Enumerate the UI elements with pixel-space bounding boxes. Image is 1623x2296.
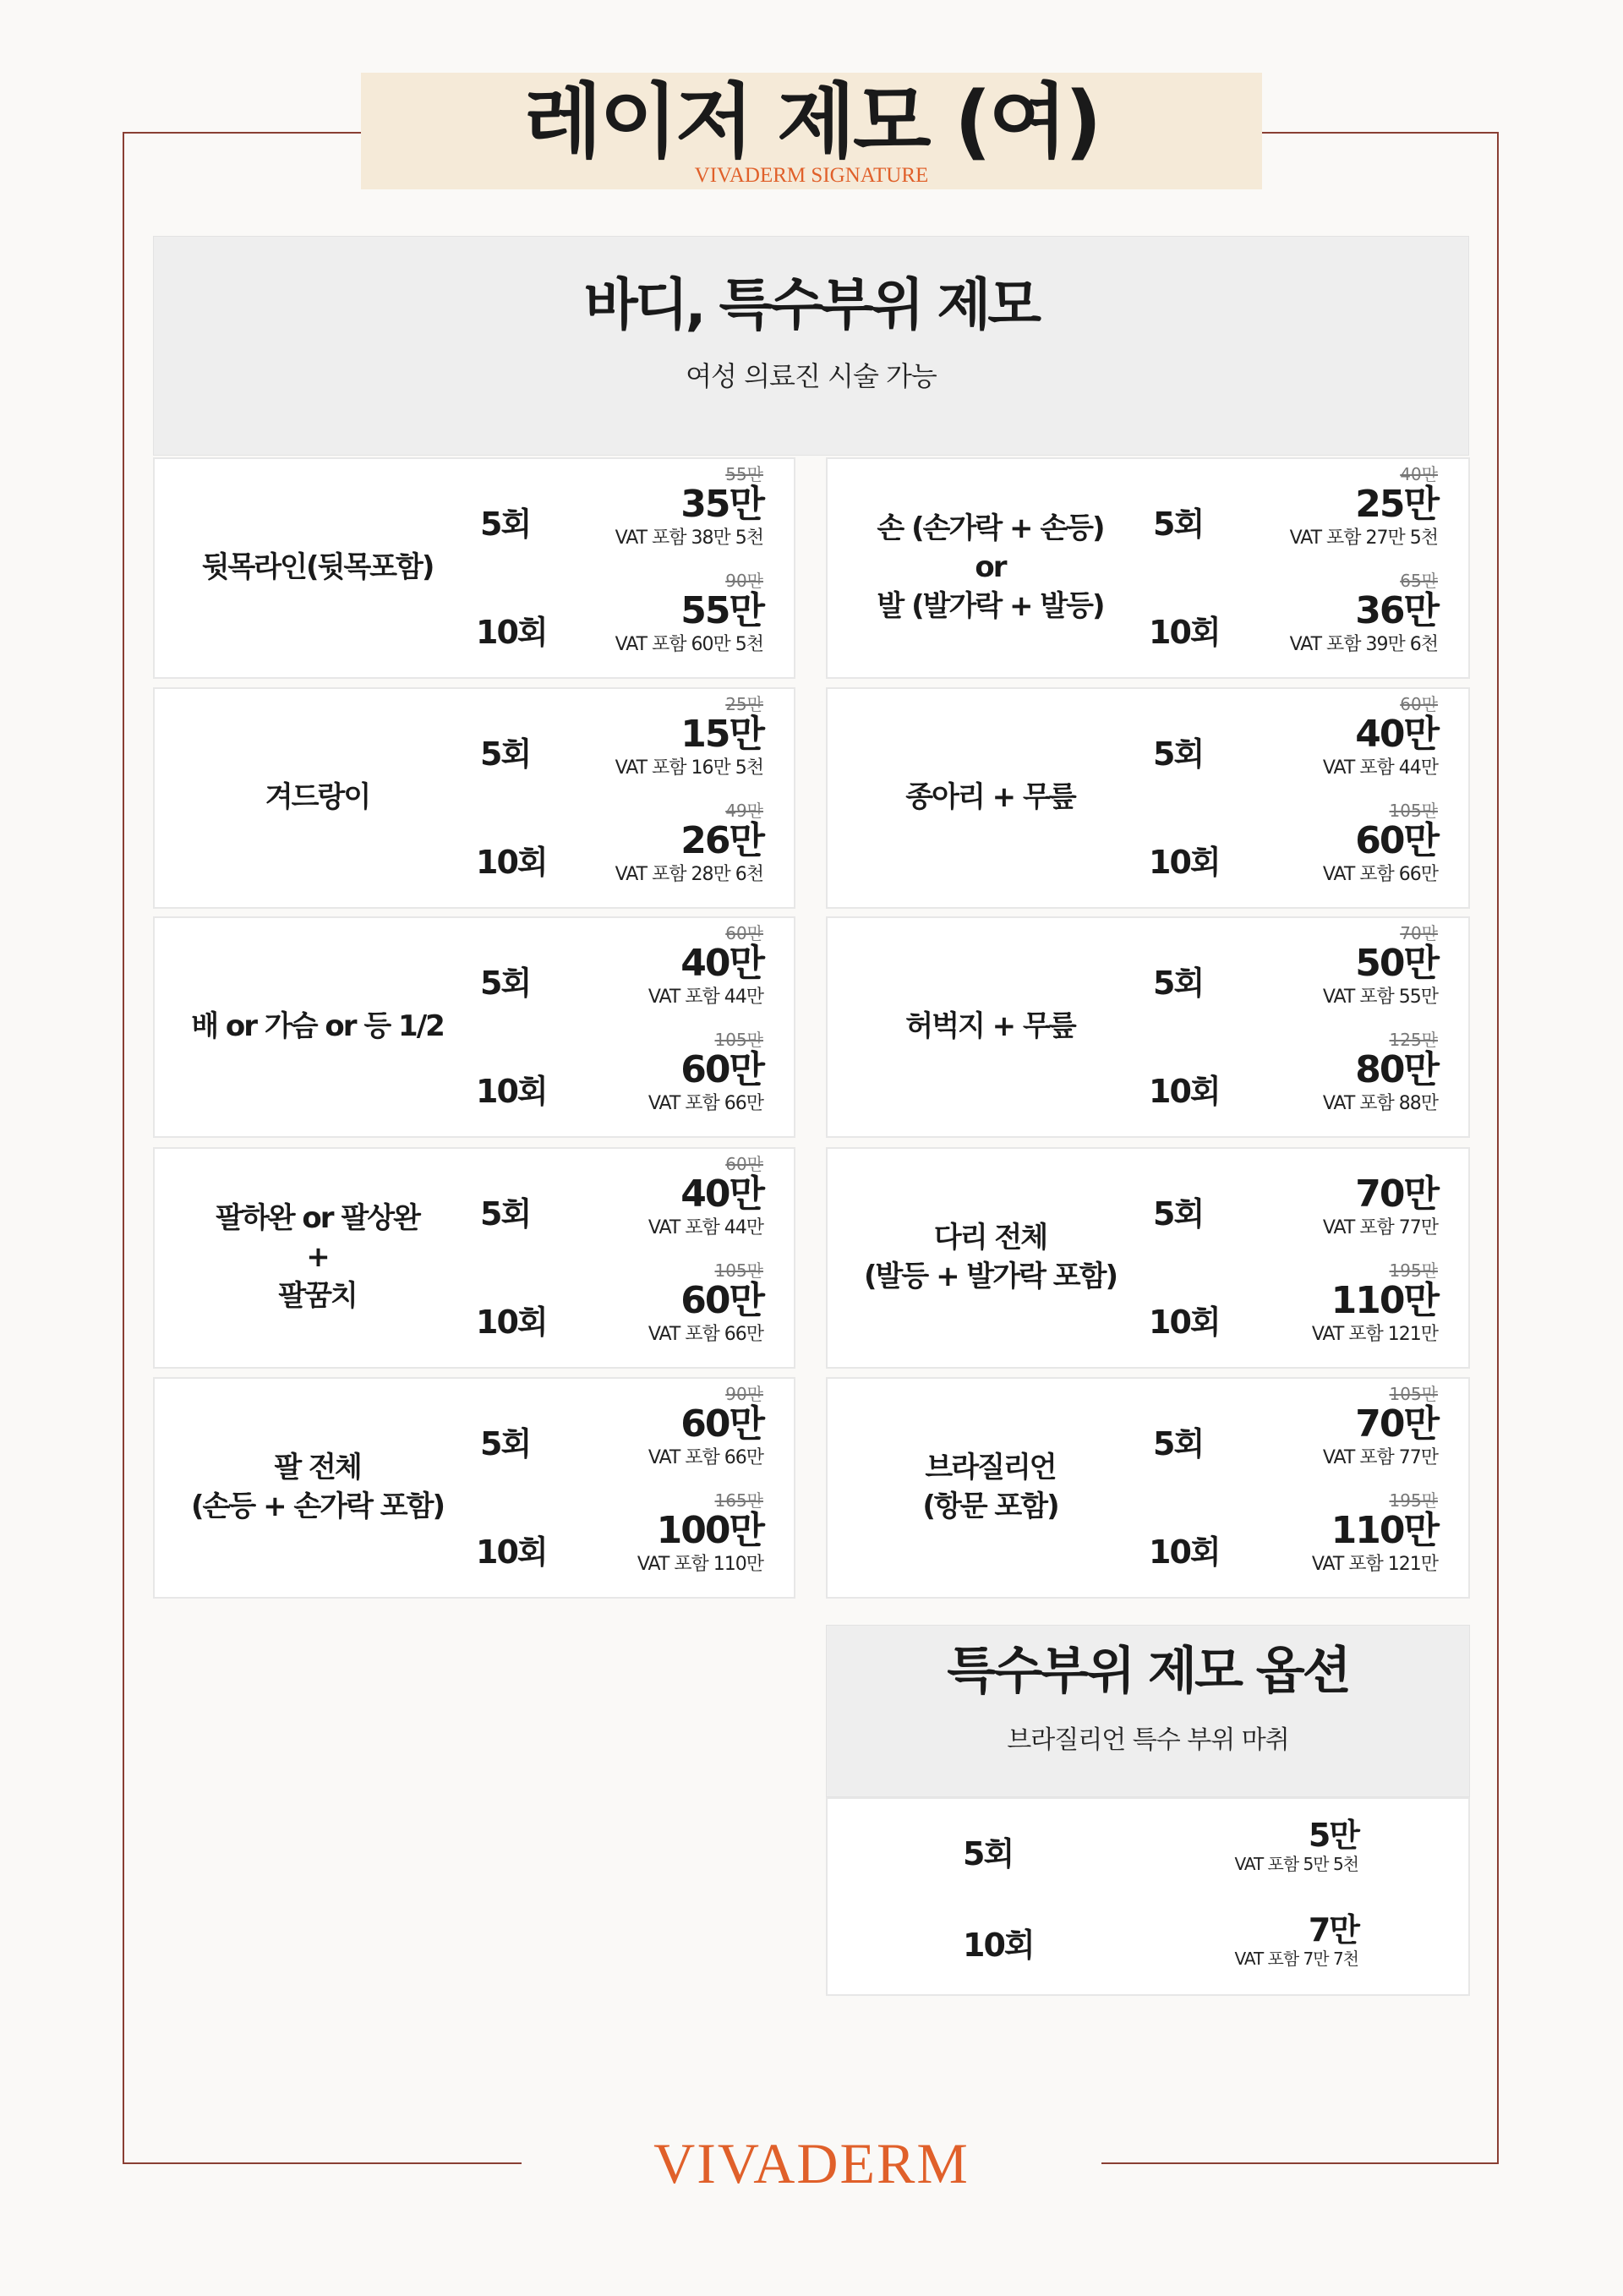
- original-price: 125만: [1389, 1030, 1438, 1050]
- original-price: 55만: [725, 464, 763, 484]
- session-count: 10회: [1149, 1533, 1220, 1571]
- price-row: [828, 1257, 1468, 1365]
- price-card: [153, 457, 795, 679]
- price-group: [544, 1030, 763, 1118]
- page-subtitle: VIVADERM SIGNATURE: [694, 164, 929, 187]
- sale-price: 15만: [680, 713, 763, 756]
- option-price: 7만: [1308, 1911, 1358, 1949]
- price-group: [1218, 923, 1438, 1011]
- price-row: [828, 461, 1468, 569]
- price-group: [1218, 464, 1438, 552]
- price-group: [1218, 1384, 1438, 1472]
- original-price: 105만: [1389, 801, 1438, 821]
- option-vat: VAT 포함 7만 7천: [1234, 1949, 1358, 1969]
- sale-price: 70만: [1355, 1173, 1438, 1216]
- price-group: [544, 801, 763, 888]
- session-count: 10회: [1149, 844, 1220, 881]
- session-count: 10회: [476, 614, 547, 651]
- sale-price: 25만: [1355, 483, 1438, 526]
- price-group: [544, 1260, 763, 1348]
- session-count: 5회: [1153, 1425, 1204, 1462]
- original-price: 70만: [1400, 923, 1438, 943]
- treatment-area-name: 팔하완 or 팔상완 + 팔꿈치: [216, 1201, 419, 1313]
- price-card: [826, 916, 1470, 1138]
- vat-price: VAT 포함 44만: [648, 1217, 763, 1238]
- frame-bottom-left: [123, 2162, 522, 2164]
- session-count: 10회: [1149, 614, 1220, 651]
- session-count: 5회: [480, 965, 531, 1002]
- sale-price: 50만: [1355, 942, 1438, 985]
- price-group: [1218, 1490, 1438, 1578]
- price-group: [544, 1490, 763, 1578]
- section-header-option: [826, 1625, 1470, 1797]
- price-group: [1218, 571, 1438, 659]
- vat-price: VAT 포함 66만: [648, 1447, 763, 1468]
- sale-price: 100만: [656, 1509, 763, 1552]
- vat-price: VAT 포함 88만: [1322, 1093, 1438, 1114]
- price-row: [828, 567, 1468, 675]
- page-title-box: [361, 73, 1262, 189]
- price-card: [826, 457, 1470, 679]
- price-group: [1218, 694, 1438, 782]
- original-price: 40만: [1400, 464, 1438, 484]
- original-price: 65만: [1400, 571, 1438, 591]
- vat-price: VAT 포함 55만: [1322, 987, 1438, 1008]
- treatment-area-name: 뒷목라인(뒷목포함): [201, 550, 434, 585]
- vat-price: VAT 포함 27만 5천: [1289, 528, 1438, 549]
- frame-left: [123, 132, 124, 2164]
- price-row: [828, 691, 1468, 799]
- price-group: [1218, 1260, 1438, 1348]
- price-group: [1218, 801, 1438, 888]
- sale-price: 35만: [680, 483, 763, 526]
- session-count: 5회: [480, 1425, 531, 1462]
- sale-price: 60만: [680, 1279, 763, 1322]
- price-card: [153, 1377, 795, 1599]
- option-price-box: [826, 1797, 1470, 1996]
- treatment-area-name: 허벅지 + 무릎: [905, 1009, 1075, 1044]
- session-count: 10회: [476, 1533, 547, 1571]
- frame-top-left: [123, 132, 362, 134]
- price-row: [155, 1487, 794, 1595]
- price-row: [828, 1380, 1468, 1489]
- footer-brand-logo: VIVADERM: [653, 2131, 970, 2195]
- sale-price: 110만: [1331, 1509, 1438, 1552]
- page-title: 레이저 제모 (여): [523, 74, 1100, 169]
- session-count: 5회: [1153, 965, 1204, 1002]
- frame-bottom-right: [1101, 2162, 1499, 2164]
- price-row: [155, 461, 794, 569]
- sale-price: 26만: [680, 819, 763, 862]
- sale-price: 55만: [680, 589, 763, 632]
- original-price: 60만: [725, 923, 763, 943]
- option-vat: VAT 포함 5만 5천: [1234, 1854, 1358, 1874]
- section-title: 바디, 특수부위 제모: [583, 272, 1039, 337]
- treatment-area-name: 배 or 가슴 or 등 1/2: [191, 1009, 444, 1044]
- original-price: 25만: [725, 694, 763, 714]
- vat-price: VAT 포함 39만 6천: [1289, 634, 1438, 655]
- price-group: [544, 694, 763, 782]
- vat-price: VAT 포함 16만 5천: [615, 757, 763, 779]
- vat-price: VAT 포함 110만: [637, 1554, 763, 1575]
- session-count: 10회: [476, 1304, 547, 1341]
- sale-price: 60만: [680, 1402, 763, 1446]
- vat-price: VAT 포함 121만: [1311, 1324, 1438, 1345]
- price-row: [828, 1487, 1468, 1595]
- price-row: [155, 1257, 794, 1365]
- price-card: [826, 687, 1470, 909]
- vat-price: VAT 포함 38만 5천: [615, 528, 763, 549]
- price-row: [155, 1151, 794, 1259]
- original-price: 195만: [1389, 1490, 1438, 1511]
- original-price: 105만: [1389, 1384, 1438, 1404]
- original-price: 105만: [714, 1030, 763, 1050]
- price-group: [544, 923, 763, 1011]
- price-card: [153, 1147, 795, 1369]
- treatment-area-name: 브라질리언 (항문 포함): [922, 1451, 1058, 1523]
- price-card: [153, 916, 795, 1138]
- original-price: 105만: [714, 1260, 763, 1281]
- price-row: [155, 920, 794, 1028]
- sale-price: 60만: [680, 1048, 763, 1091]
- original-price: 90만: [725, 571, 763, 591]
- price-row: [828, 1026, 1468, 1134]
- sale-price: 70만: [1355, 1402, 1438, 1446]
- session-count: 10회: [1149, 1304, 1220, 1341]
- option-subtitle: 브라질리언 특수 부위 마취: [1007, 1725, 1289, 1755]
- price-group: [544, 1384, 763, 1472]
- vat-price: VAT 포함 44만: [1322, 757, 1438, 779]
- price-row: [155, 1380, 794, 1489]
- treatment-area-name: 팔 전체 (손등 + 손가락 포함): [191, 1451, 444, 1523]
- price-row: [828, 1151, 1468, 1259]
- price-row: [828, 797, 1468, 905]
- session-count: 5회: [480, 506, 531, 543]
- sale-price: 60만: [1355, 819, 1438, 862]
- price-row: [155, 1026, 794, 1134]
- vat-price: VAT 포함 60만 5천: [615, 634, 763, 655]
- option-count: 5회: [963, 1835, 1014, 1872]
- price-group: [544, 1154, 763, 1242]
- session-count: 10회: [1149, 1073, 1220, 1110]
- option-title: 특수부위 제모 옵션: [947, 1642, 1349, 1701]
- price-card: [153, 687, 795, 909]
- vat-price: VAT 포함 121만: [1311, 1554, 1438, 1575]
- vat-price: VAT 포함 28만 6천: [615, 864, 763, 885]
- price-row: [155, 797, 794, 905]
- price-group: [1218, 1030, 1438, 1118]
- session-count: 5회: [480, 735, 531, 773]
- sale-price: 40만: [680, 942, 763, 985]
- vat-price: VAT 포함 66만: [648, 1093, 763, 1114]
- sale-price: 80만: [1355, 1048, 1438, 1091]
- session-count: 5회: [1153, 1195, 1204, 1233]
- original-price: 49만: [725, 801, 763, 821]
- original-price: 165만: [714, 1490, 763, 1511]
- treatment-area-name: 다리 전체 (발등 + 발가락 포함): [864, 1221, 1117, 1293]
- price-group: [1218, 1154, 1438, 1242]
- original-price: [1218, 1154, 1438, 1174]
- section-header-body: [153, 236, 1469, 456]
- session-count: 10회: [476, 1073, 547, 1110]
- price-card: [826, 1377, 1470, 1599]
- option-price-group: [1234, 1912, 1358, 1970]
- sale-price: 110만: [1331, 1279, 1438, 1322]
- frame-top-right: [1261, 132, 1499, 134]
- price-group: [544, 571, 763, 659]
- original-price: 195만: [1389, 1260, 1438, 1281]
- price-group: [544, 464, 763, 552]
- original-price: 90만: [725, 1384, 763, 1404]
- vat-price: VAT 포함 44만: [648, 987, 763, 1008]
- price-card: [826, 1147, 1470, 1369]
- session-count: 10회: [476, 844, 547, 881]
- original-price: 60만: [1400, 694, 1438, 714]
- session-count: 5회: [1153, 735, 1204, 773]
- vat-price: VAT 포함 77만: [1322, 1447, 1438, 1468]
- session-count: 5회: [480, 1195, 531, 1233]
- vat-price: VAT 포함 66만: [648, 1324, 763, 1345]
- option-price-group: [1234, 1818, 1358, 1875]
- price-row: [155, 691, 794, 799]
- option-count: 10회: [963, 1927, 1034, 1964]
- sale-price: 40만: [1355, 713, 1438, 756]
- original-price: 60만: [725, 1154, 763, 1174]
- price-row: [155, 567, 794, 675]
- session-count: 5회: [1153, 506, 1204, 543]
- vat-price: VAT 포함 66만: [1322, 864, 1438, 885]
- sale-price: 36만: [1355, 589, 1438, 632]
- section-subtitle: 여성 의료진 시술 가능: [686, 360, 937, 392]
- option-price: 5만: [1308, 1817, 1358, 1854]
- treatment-area-name: 겨드랑이: [265, 780, 370, 815]
- treatment-area-name: 종아리 + 무릎: [905, 780, 1075, 815]
- frame-right: [1497, 132, 1499, 2164]
- price-row: [828, 920, 1468, 1028]
- vat-price: VAT 포함 77만: [1322, 1217, 1438, 1238]
- treatment-area-name: 손 (손가락 + 손등) or 발 (발가락 + 발등): [877, 511, 1104, 623]
- sale-price: 40만: [680, 1173, 763, 1216]
